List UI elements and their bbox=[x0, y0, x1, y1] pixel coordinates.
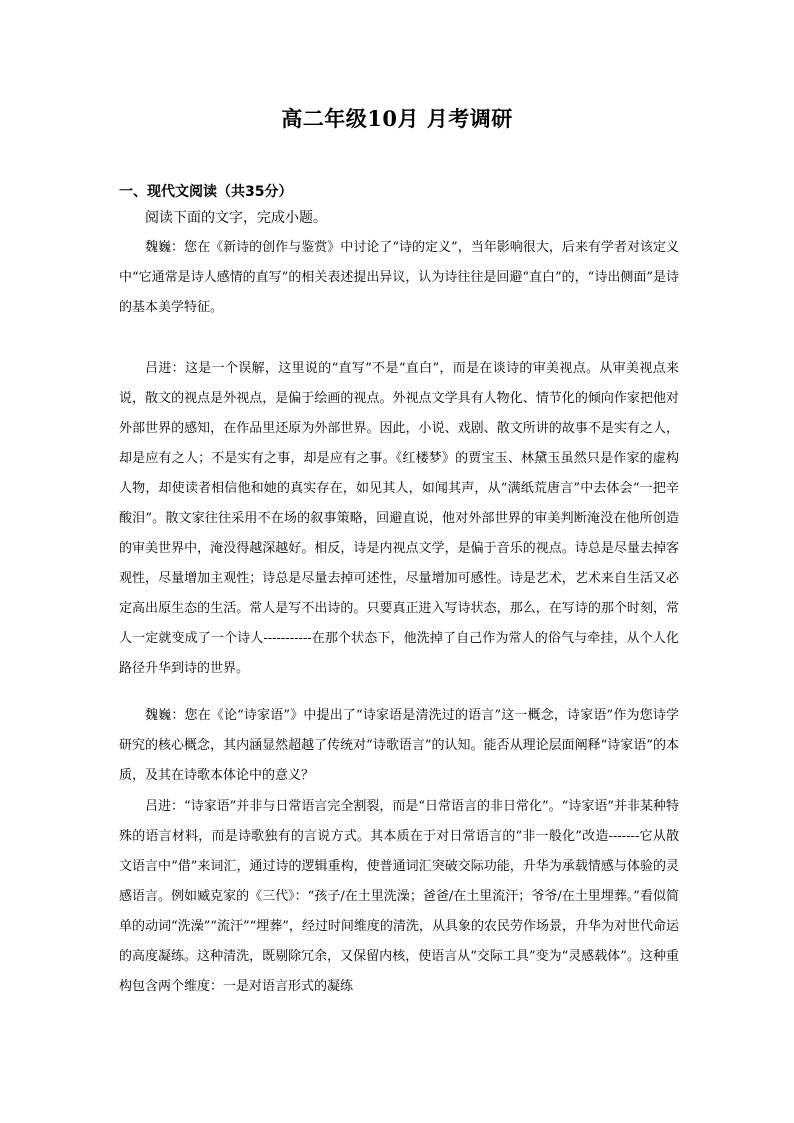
paragraph-weiwei-2 bbox=[119, 701, 679, 791]
paragraph-text: 吕进：这是一个误解，这里说的“直写”不是“直白”，而是在谈诗的审美视点。从审美视点来说，散文的视点是外视点，是偏于绘画的视点。外视点文学具有人物化、情节化的倾向作家把他对外部世界的感知，在作品里还原为外部世界。因此，小说、戏剧、散文所讲的故事不是实有之人，却是应有之人；不是实有之事，却是应有之事。《红楼梦》的贾宝玉、林黛玉虽然只是作家的虚构人物，却使读者相信他和她的真实存在，如见其人，如闻其声，从“满纸荒唐言”中去体会“一把辛酸泪”。散文家往往采用不在场的叙事策略，回避直说，他对外部世界的审美判断淹没在他所创造的审美世界中，淹没得越深越好。相反，诗是内视点文学，是偏于音乐的视点。诗总是尽量去掉客观性，尽量增加主观性；诗总是尽量去掉可述性，尽量增加可感性。诗是艺术，艺术来自生活又必定高出原生态的生活。常人是写不出诗的。只要真正进入写诗状态，那么，在写诗的那个时刻，常人一定就变成了一个诗人-----------在那个状态下，他洗掉了自己作为常人的俗气与牵挂，从个人化路径升华到诗的世界。 bbox=[119, 361, 679, 676]
paragraph-lujin-2 bbox=[119, 792, 679, 1002]
paragraph-weiwei-1 bbox=[119, 233, 679, 323]
paragraph-text: 吕进：“诗家语”并非与日常语言完全割裂，而是“日常语言的非日常化”。“诗家语”并非某种特殊的语言材料，而是诗歌独有的言说方式。其本质在于对日常语言的“非一般化”改造-------它从散文语言中“借”来词汇，通过诗的逻辑重构，使普通词汇突破交际功能，升华为承载情感与体验的灵感语言。例如臧克家的《三代》：“孩子/在土里洗澡；爸爸/在土里流汗；爷爷/在土里埋葬。”看似简单的动词“洗澡”“流汗”“埋葬”，经过时间维度的清洗，从具象的农民劳作场景，升华为对世代命运的高度凝练。这种清洗，既剔除冗余，又保留内核，使语言从“交际工具”变为“灵感载体”。这种重构包含两个维度：一是对语言形式的凝练 bbox=[119, 799, 679, 994]
paragraph-text: 魏巍：您在《新诗的创作与鉴赏》中讨论了“诗的定义”，当年影响很大，后来有学者对该定义中“它通常是诗人感情的直写”的相关表述提出异议，认为诗往往是回避“直白”的，“诗出侧面”是诗的基本美学特征。 bbox=[119, 240, 679, 315]
paragraph-lujin-1 bbox=[119, 354, 679, 684]
section-heading: 一、现代文阅读（共35分） bbox=[119, 184, 293, 200]
instruction-text: 阅读下面的文字，完成小题。 bbox=[145, 210, 327, 226]
paragraph-text: 魏巍：您在《论“诗家语”》中提出了“诗家语是清洗过的语言”这一概念，诗家语”作为您诗学研究的核心概念，其内涵显然超越了传统对“诗歌语言”的认知。能否从理论层面阐释“诗家语”的本质，及其在诗歌本体论中的意义？ bbox=[119, 708, 679, 783]
page-title: 高二年级10月 月考调研 bbox=[281, 106, 513, 131]
